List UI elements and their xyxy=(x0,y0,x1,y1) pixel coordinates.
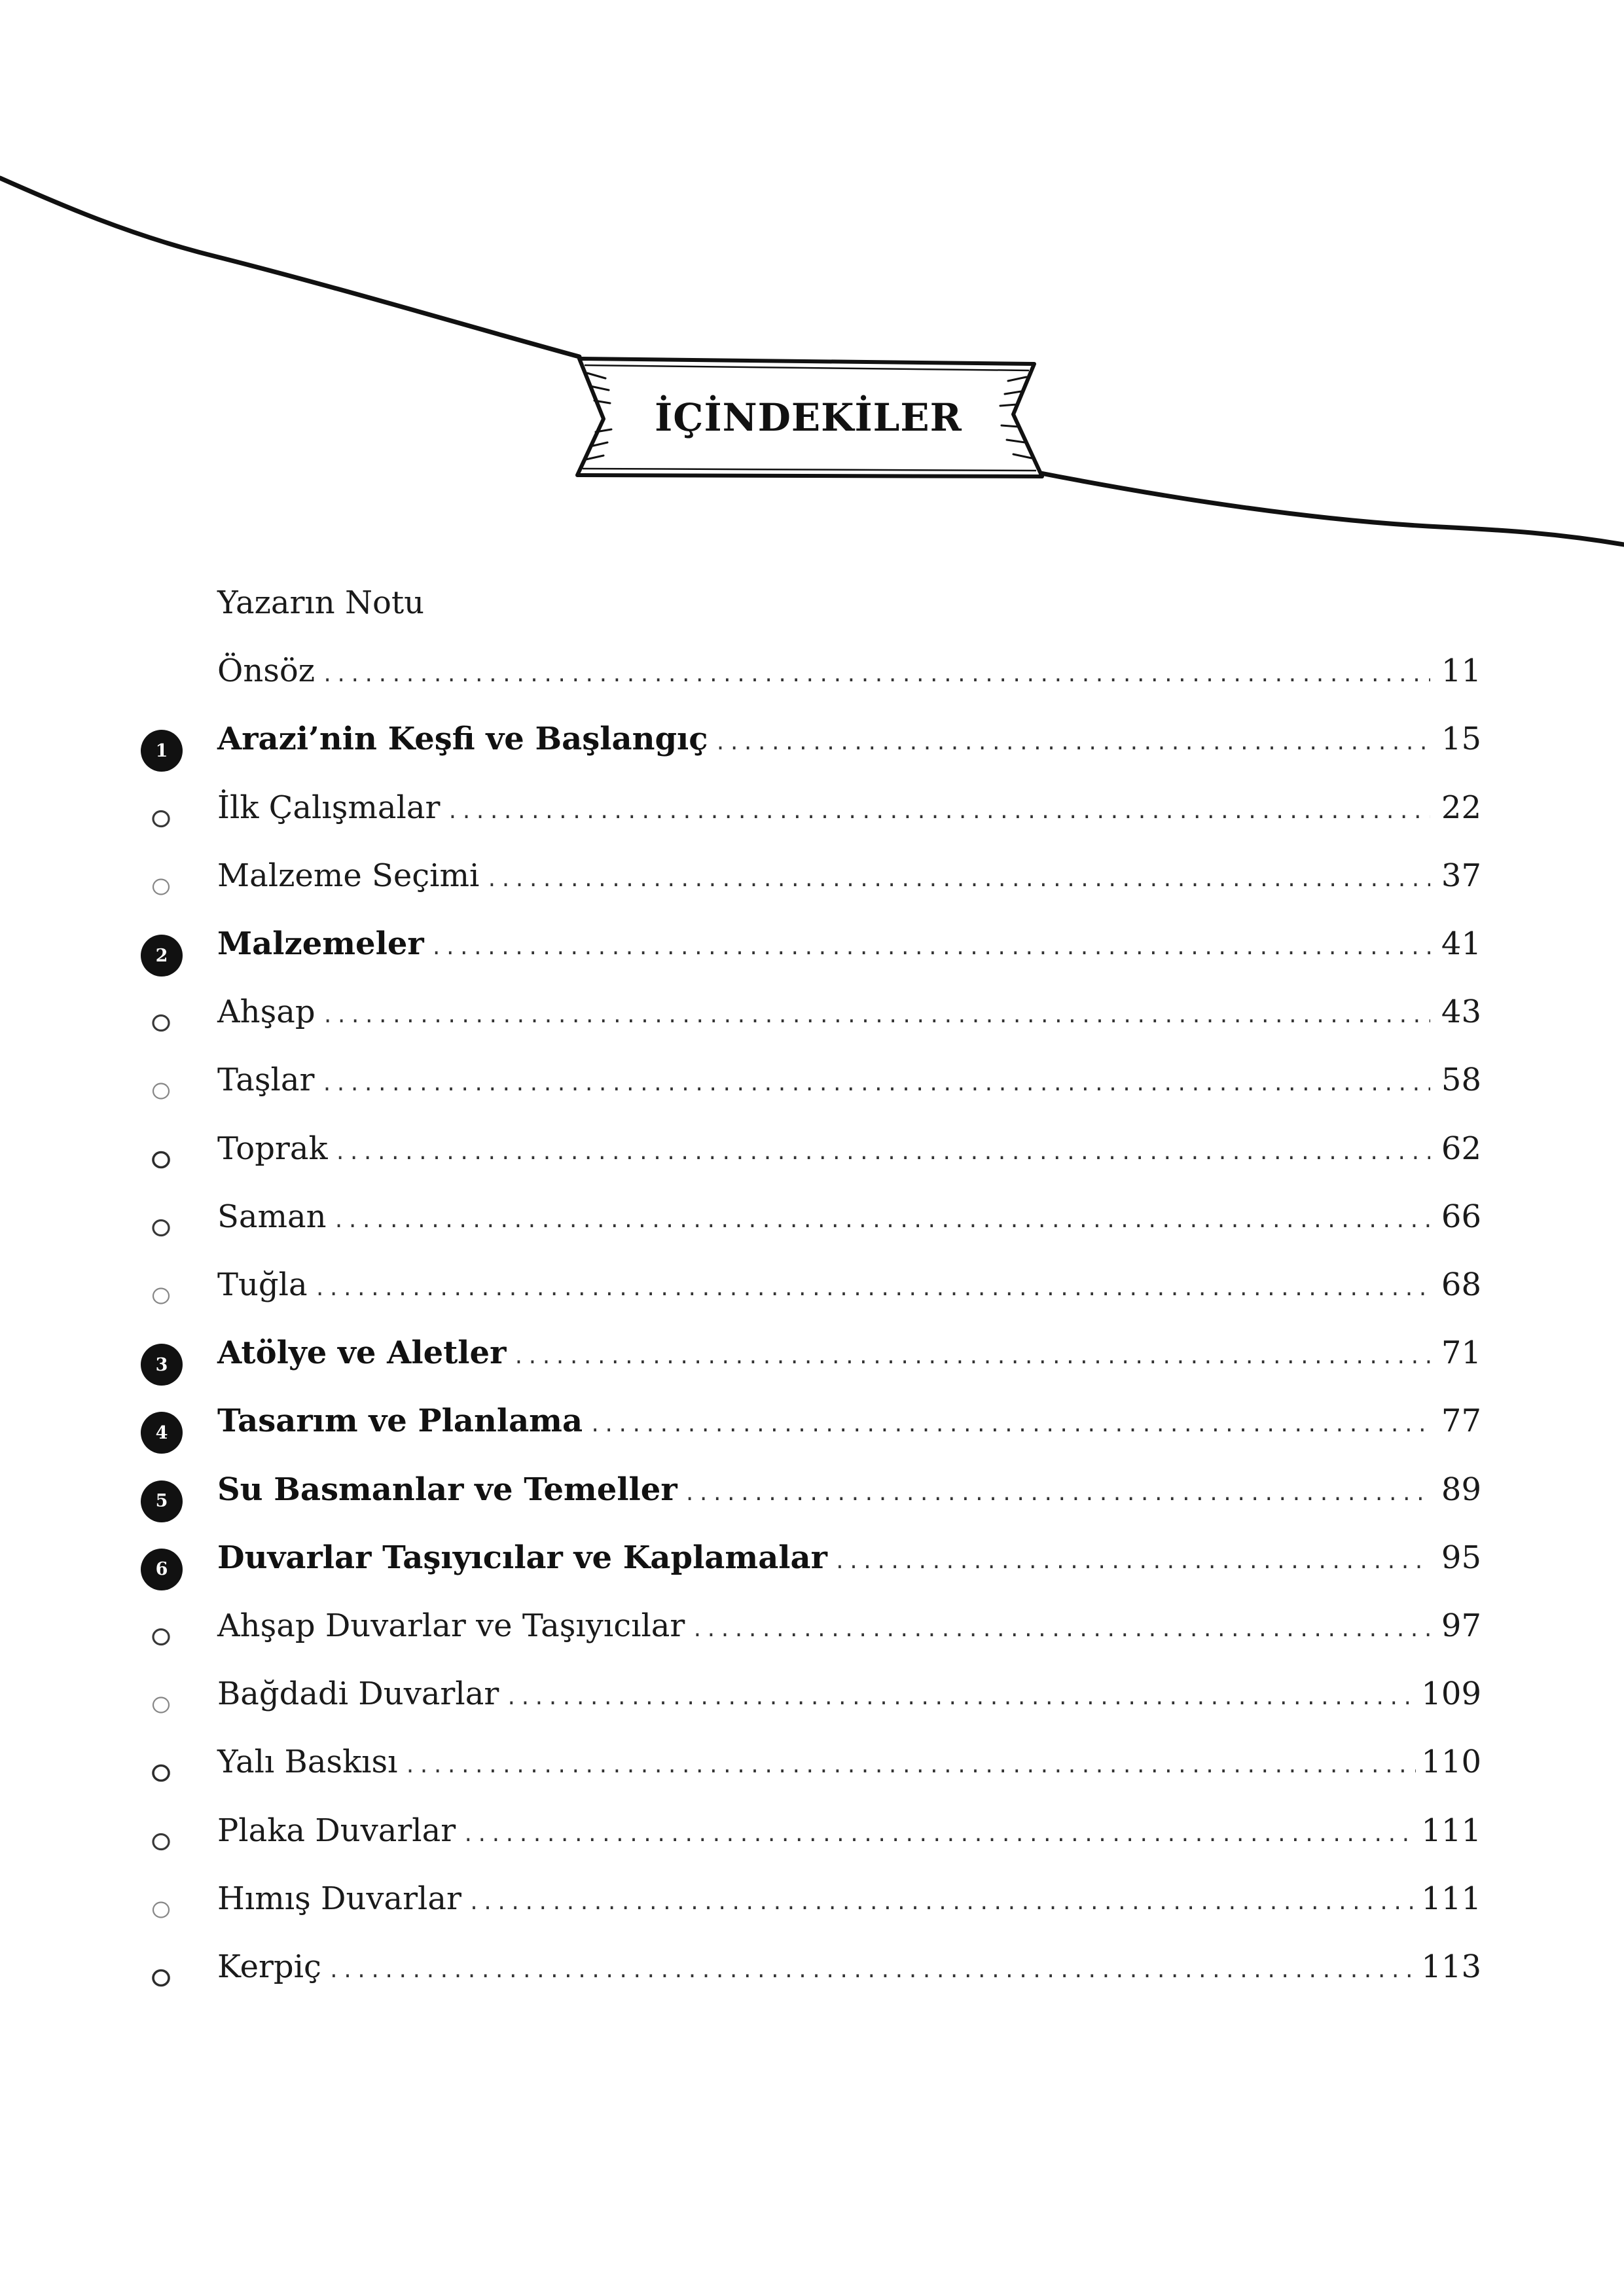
dot-leader xyxy=(334,1141,1430,1164)
chapter-title: Su Basmanlar ve Temeller xyxy=(217,1471,677,1508)
toc-entry[interactable] xyxy=(0,846,1624,914)
toc-entry[interactable] xyxy=(0,1937,1624,2005)
dot-leader xyxy=(321,664,1430,687)
section-bullet-icon xyxy=(141,1958,183,2000)
toc-entry-line xyxy=(217,1198,1481,1235)
toc-entry-line xyxy=(217,653,1481,689)
page-title: İÇİNDEKİLER xyxy=(655,395,962,440)
section-title: Malzeme Seçimi xyxy=(217,857,480,894)
dot-leader xyxy=(505,1687,1416,1710)
chapter-number-badge xyxy=(141,1480,183,1522)
toc-entry-line xyxy=(217,1403,1481,1439)
dot-leader xyxy=(684,1482,1430,1505)
toc-entry-line xyxy=(217,1607,1481,1644)
section-title: Ahşap xyxy=(217,994,316,1031)
dot-leader xyxy=(589,1414,1430,1437)
toc-entry[interactable] xyxy=(0,1732,1624,1800)
chapter-number-badge xyxy=(141,730,183,772)
toc-entry-line xyxy=(217,789,1481,826)
toc-entry[interactable] xyxy=(0,1869,1624,1937)
page-number: 89 xyxy=(1441,1471,1481,1508)
toc-entry[interactable] xyxy=(0,573,1624,641)
section-title: Yazarın Notu xyxy=(217,584,425,621)
section-title: İlk Çalışmalar xyxy=(217,789,441,826)
toc-entry-line xyxy=(217,1130,1481,1167)
chapter-number-badge xyxy=(141,1412,183,1454)
toc-entry-line xyxy=(217,857,1481,894)
toc-entry[interactable] xyxy=(0,1596,1624,1664)
section-title: Toprak xyxy=(217,1130,328,1167)
decorative-line-right xyxy=(1038,473,1624,545)
toc-entry[interactable] xyxy=(0,1187,1624,1255)
toc-entry-line xyxy=(217,1812,1481,1849)
page-number: 15 xyxy=(1441,721,1481,758)
dot-leader xyxy=(322,1005,1430,1028)
toc-entry-line xyxy=(217,1062,1481,1098)
toc-entry[interactable] xyxy=(0,1528,1624,1596)
toc-entry[interactable] xyxy=(0,1323,1624,1391)
chapter-number-badge xyxy=(141,935,183,977)
chapter-title: Tasarım ve Planlama xyxy=(217,1403,583,1440)
dot-leader xyxy=(321,1073,1430,1096)
page-number: 22 xyxy=(1441,789,1481,826)
section-bullet-icon xyxy=(141,1003,183,1045)
dot-leader xyxy=(314,1278,1430,1300)
section-title: Saman xyxy=(217,1198,327,1235)
toc-entry[interactable] xyxy=(0,1460,1624,1528)
page-number: 95 xyxy=(1441,1539,1481,1576)
toc-entry-line xyxy=(217,1948,1481,1985)
section-title: Taşlar xyxy=(217,1062,315,1099)
page-number: 62 xyxy=(1441,1130,1481,1167)
page-number: 111 xyxy=(1421,1812,1481,1849)
page-number: 58 xyxy=(1441,1062,1481,1099)
section-title: Tuğla xyxy=(217,1266,308,1303)
page-number: 109 xyxy=(1421,1676,1481,1713)
toc-entry[interactable] xyxy=(0,1119,1624,1187)
dot-leader xyxy=(715,732,1430,755)
dot-leader xyxy=(513,1346,1430,1369)
dot-leader xyxy=(486,869,1430,891)
chapter-title: Arazi’nin Keşfi ve Başlangıç xyxy=(217,721,708,758)
dot-leader xyxy=(328,1960,1416,1982)
page-number: 110 xyxy=(1421,1744,1481,1781)
section-title: Yalı Baskısı xyxy=(217,1744,398,1781)
chapter-number: 6 xyxy=(141,1549,183,1590)
section-bullet-icon xyxy=(141,1753,183,1795)
dot-leader xyxy=(834,1551,1430,1573)
chapter-number-badge xyxy=(141,1344,183,1386)
section-bullet-icon xyxy=(141,1139,183,1181)
toc-entry-line xyxy=(217,925,1481,962)
chapter-number: 2 xyxy=(141,935,183,977)
section-bullet-icon xyxy=(141,1617,183,1659)
toc-entry-line xyxy=(217,584,1481,621)
chapter-title: Duvarlar Taşıyıcılar ve Kaplamalar xyxy=(217,1539,827,1576)
section-bullet-icon xyxy=(141,798,183,840)
page-number: 41 xyxy=(1441,925,1481,962)
toc-entry-line xyxy=(217,1335,1481,1371)
section-bullet-icon xyxy=(141,1685,183,1727)
toc-entry[interactable] xyxy=(0,982,1624,1050)
toc-entry[interactable] xyxy=(0,1050,1624,1118)
section-title: Ahşap Duvarlar ve Taşıyıcılar xyxy=(217,1607,685,1644)
dot-leader xyxy=(462,1823,1416,1846)
page-number: 97 xyxy=(1441,1607,1481,1644)
toc-entry-line xyxy=(217,1744,1481,1780)
section-bullet-icon xyxy=(141,1890,183,1931)
page-number: 71 xyxy=(1441,1335,1481,1372)
chapter-number-badge xyxy=(141,1549,183,1590)
page-number: 113 xyxy=(1421,1948,1481,1985)
chapter-number: 1 xyxy=(141,730,183,772)
section-bullet-icon xyxy=(141,867,183,908)
section-bullet-icon xyxy=(141,1208,183,1249)
toc-entry-line xyxy=(217,1471,1481,1508)
toc-entry-line xyxy=(217,1880,1481,1917)
section-title: Hımış Duvarlar xyxy=(217,1880,461,1917)
toc-entry[interactable] xyxy=(0,1664,1624,1732)
dot-leader xyxy=(404,1755,1416,1778)
page-number: 111 xyxy=(1421,1880,1481,1917)
toc-entry-line xyxy=(217,1266,1481,1303)
chapter-number: 3 xyxy=(141,1344,183,1386)
page-number: 68 xyxy=(1441,1266,1481,1303)
toc-entry-line xyxy=(217,994,1481,1030)
section-bullet-icon xyxy=(141,1276,183,1318)
decorative-line-left xyxy=(0,178,579,357)
page-number: 11 xyxy=(1441,653,1481,690)
page-number: 37 xyxy=(1441,857,1481,894)
chapter-title: Malzemeler xyxy=(217,925,424,962)
toc-entry-line xyxy=(217,1539,1481,1576)
dot-leader xyxy=(468,1892,1416,1914)
toc-entry-line xyxy=(217,721,1481,757)
dot-leader xyxy=(431,937,1430,960)
toc-entry[interactable] xyxy=(0,1391,1624,1459)
section-title: Bağdadi Duvarlar xyxy=(217,1676,499,1713)
toc-entry[interactable] xyxy=(0,778,1624,846)
section-bullet-icon xyxy=(141,1821,183,1863)
toc-entry[interactable] xyxy=(0,914,1624,982)
dot-leader xyxy=(446,800,1430,823)
dot-leader xyxy=(691,1619,1430,1641)
toc-entry[interactable] xyxy=(0,1255,1624,1323)
section-title: Plaka Duvarlar xyxy=(217,1812,456,1849)
dot-leader xyxy=(333,1210,1430,1232)
section-title: Kerpiç xyxy=(217,1948,321,1985)
page-number: 43 xyxy=(1441,994,1481,1031)
toc-entry[interactable] xyxy=(0,641,1624,709)
chapter-number: 5 xyxy=(141,1480,183,1522)
chapter-number: 4 xyxy=(141,1412,183,1454)
page-number: 77 xyxy=(1441,1403,1481,1440)
page-number: 66 xyxy=(1441,1198,1481,1235)
section-title: Önsöz xyxy=(217,653,316,690)
toc-entry[interactable] xyxy=(0,709,1624,777)
toc-entry[interactable] xyxy=(0,1801,1624,1869)
toc-entry-line xyxy=(217,1676,1481,1712)
chapter-title: Atölye ve Aletler xyxy=(217,1335,507,1372)
section-bullet-icon xyxy=(141,1071,183,1113)
